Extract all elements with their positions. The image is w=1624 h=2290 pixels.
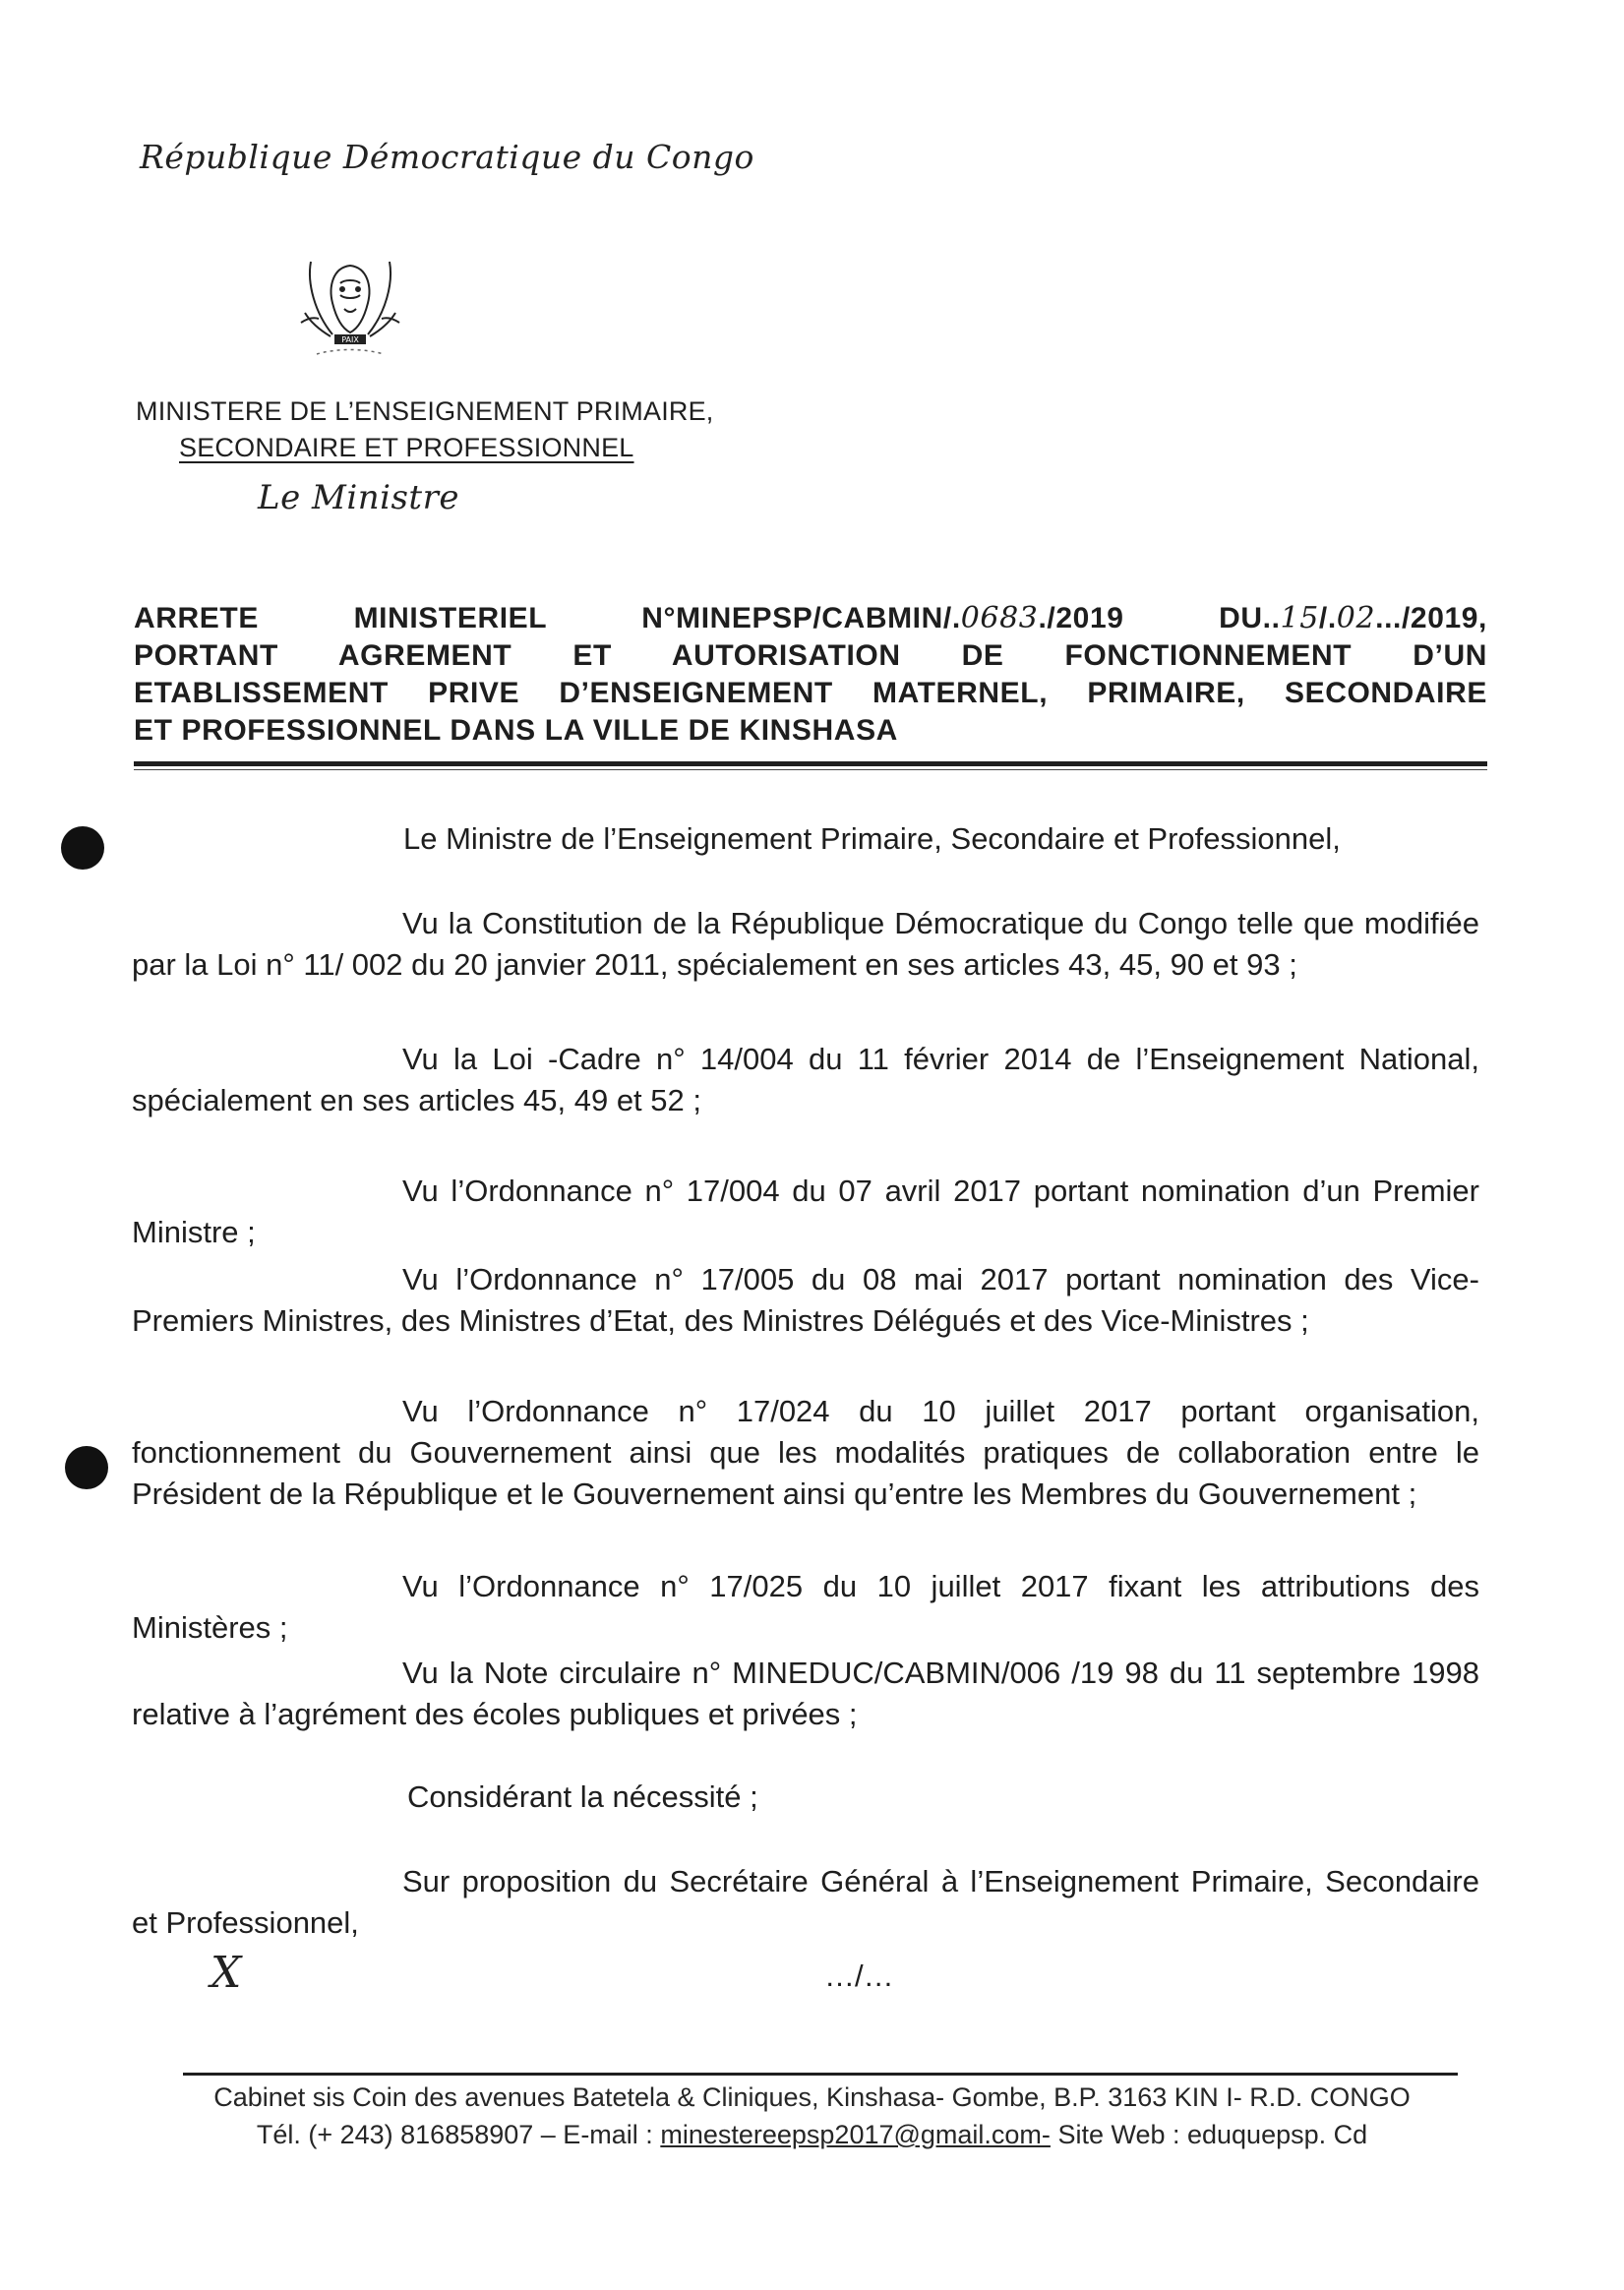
footer-rule — [183, 2073, 1458, 2076]
decree-month-handwritten: 02 — [1336, 601, 1376, 635]
decree-line-4: ET PROFESSIONNEL DANS LA VILLE DE KINSHASA — [134, 714, 898, 747]
footer-phone: Tél. (+ 243) 816858907 – E-mail : — [256, 2120, 653, 2149]
title-rule-thick — [134, 761, 1487, 766]
paragraph-constitution-text: Vu la Constitution de la République Démocratique du Congo telle que modifiée par la Loi n° 11/ 002 du 20 janvier 2011, spécialement en ses articles 43, 45, 90 et 93 ; — [132, 906, 1479, 982]
svg-text:PAIX: PAIX — [341, 335, 359, 344]
decree-line-1 — [134, 600, 1487, 637]
decree-line-2: PORTANT AGREMENT ET AUTORISATION DE FONCTIONNEMENT D’UN — [134, 639, 1487, 672]
paragraph-ordonnance-17-024 — [132, 1391, 1479, 1515]
footer-email-link[interactable]: minestereepsp2017@gmail.com- — [660, 2120, 1051, 2149]
footer-contact — [148, 2117, 1476, 2152]
considerant: Considérant la nécessité ; — [407, 1779, 758, 1814]
paragraph-loi-cadre-text: Vu la Loi -Cadre n° 14/004 du 11 février 2014 de l’Enseignement National, spécialement en ses articles 45, 49 et 52 ; — [132, 1042, 1479, 1117]
paragraph-ordonnance-17-004-text: Vu l’Ordonnance n° 17/004 du 07 avril 2017 portant nomination d’un Premier Ministre ; — [132, 1174, 1479, 1249]
decree-number-handwritten: 0683 — [960, 601, 1039, 635]
country-name: République Démocratique du Congo — [140, 138, 754, 176]
minister-intro: Le Ministre de l’Enseignement Primaire, Secondaire et Professionnel, — [403, 821, 1341, 856]
decree-line-3: ETABLISSEMENT PRIVE D’ENSEIGNEMENT MATERNEL, PRIMAIRE, SECONDAIRE — [134, 677, 1487, 709]
title-rule-thin — [134, 769, 1487, 770]
decree-mid: ./2019 DU.. — [1038, 602, 1281, 634]
paragraph-ordonnance-17-025-text: Vu l’Ordonnance n° 17/025 du 10 juillet 2017 fixant les attributions des Ministères ; — [132, 1569, 1479, 1645]
paragraph-sur-proposition — [132, 1861, 1479, 1944]
paragraph-constitution — [132, 903, 1479, 986]
ministry-line-2-text: SECONDAIRE ET PROFESSIONNEL — [179, 433, 634, 462]
paragraph-ordonnance-17-004 — [132, 1171, 1479, 1253]
ministry-line-2 — [136, 430, 714, 466]
paragraph-loi-cadre — [132, 1039, 1479, 1121]
paragraph-note-circulaire — [132, 1653, 1479, 1735]
le-ministre-title: Le Ministre — [258, 478, 459, 517]
footer-website: Site Web : eduquepsp. Cd — [1057, 2120, 1368, 2149]
punch-hole-top — [61, 826, 104, 870]
paragraph-ordonnance-17-005 — [132, 1259, 1479, 1342]
paragraph-ordonnance-17-025 — [132, 1566, 1479, 1649]
continuation-mark: …/… — [824, 1959, 894, 1993]
initial-mark: X — [211, 1948, 242, 1998]
coat-of-arms-emblem — [281, 244, 419, 362]
ministry-header — [136, 393, 714, 466]
paragraph-ordonnance-17-005-text: Vu l’Ordonnance n° 17/005 du 08 mai 2017 portant nomination des Vice-Premiers Ministres, des Ministres d’Etat, des Ministres Délégués et des Vice-Ministres ; — [132, 1262, 1479, 1338]
footer-address: Cabinet sis Coin des avenues Batetela & Cliniques, Kinshasa- Gombe, B.P. 3163 KIN I- R.D. CONGO — [213, 2082, 1411, 2112]
decree-prefix: ARRETE MINISTERIEL N°MINEPSP/CABMIN/. — [134, 602, 961, 634]
decree-title — [134, 600, 1487, 750]
paragraph-sur-proposition-text: Sur proposition du Secrétaire Général à l’Enseignement Primaire, Secondaire et Professionnel, — [132, 1864, 1479, 1940]
paragraph-ordonnance-17-024-text: Vu l’Ordonnance n° 17/024 du 10 juillet 2017 portant organisation, fonctionnement du Gouvernement ainsi que les modalités pratiques de collaboration entre le Président de la République et le Gouvernement ainsi qu’entre les Membres du Gouvernement ; — [132, 1394, 1479, 1511]
paragraph-note-circulaire-text: Vu la Note circulaire n° MINEDUC/CABMIN/006 /19 98 du 11 septembre 1998 relative à l’agrément des écoles publiques et privées ; — [132, 1656, 1479, 1731]
decree-sep: /. — [1318, 602, 1337, 634]
decree-suffix: .../2019, — [1375, 602, 1487, 634]
ministry-line-1: MINISTERE DE L’ENSEIGNEMENT PRIMAIRE, — [136, 396, 714, 426]
decree-day-handwritten: 15 — [1280, 601, 1319, 635]
punch-hole-bottom — [65, 1446, 108, 1489]
coat-of-arms-icon — [281, 244, 419, 362]
